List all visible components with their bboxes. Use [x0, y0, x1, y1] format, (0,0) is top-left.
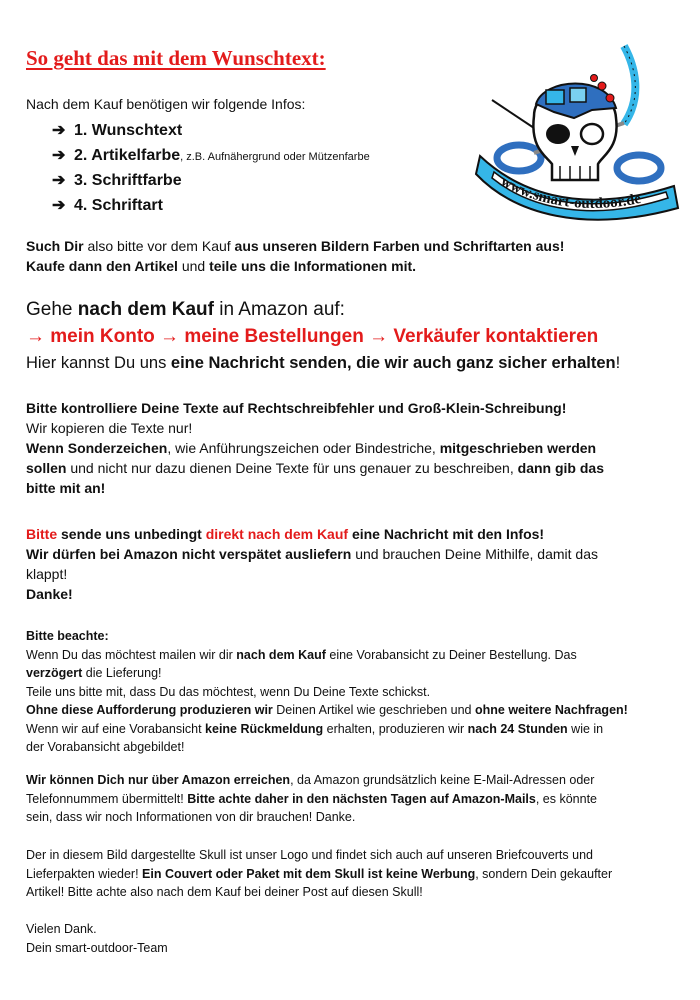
paragraph-urgent: Bitte sende uns unbedingt direkt nach dem Kauf eine Nachricht mit den Infos! Wir dürfen bei Amazon nicht verspätet ausliefern und brauchen Deine Mithilfe, damit das klappt! Danke! — [26, 526, 599, 602]
paragraph-check-texts: Bitte kontrolliere Deine Texte auf Rechtschreibfehler und Groß-Klein-Schreibung! Wir kopieren die Texte nur! Wenn Sonderzeichen, wie Anführungszeichen oder Bindestriche, mitgeschrieben werden sollen und nicht nur dazu dienen Deine Texte für uns genauer zu beschreiben, dann gib das bitte mit an! — [26, 400, 604, 496]
intro-text: Nach dem Kauf benötigen wir folgende Infos: — [26, 96, 306, 112]
amazon-navigation-path: → mein Konto → meine Bestellungen → Verkäufer kontaktieren — [26, 326, 599, 347]
list-item: ➔ 1. Wunschtext — [52, 118, 370, 143]
step-note: , z.B. Aufnähergrund oder Mützenfarbe — [180, 151, 370, 163]
info-steps-list — [52, 118, 370, 218]
list-item: ➔ 4. Schriftart — [52, 193, 370, 218]
arrow-right-icon: ➔ — [52, 147, 66, 164]
page-title: So geht das mit dem Wunschtext: — [26, 46, 326, 70]
paragraph-skull-logo: Der in diesem Bild dargestellte Skull ist unser Logo und findet sich auch auf unseren Briefcouverts und Lieferpakten wieder! Ein Couvert oder Paket mit dem Skull ist keine Werbung, sondern Dein gekaufter Artikel! Bitte achte also nach dem Kauf bei deiner Post auf diesen Skull! — [26, 848, 613, 899]
arrow-right-icon: ➔ — [52, 172, 66, 189]
list-item: ➔ 2. Artikelfarbe, z.B. Aufnähergrund oder Mützenfarbe — [52, 143, 370, 168]
list-item: ➔ 3. Schriftfarbe — [52, 168, 370, 193]
arrow-right-icon: ➔ — [52, 197, 66, 214]
smart-outdoor-skull-logo — [474, 38, 680, 222]
paragraph-select-options: Such Dir also bitte vor dem Kauf aus unseren Bildern Farben und Schriftarten aus! Kaufe dann den Artikel und teile uns die Informationen mit. — [26, 238, 565, 274]
paragraph-email-contact: Wir können Dich nur über Amazon erreichen, da Amazon grundsätzlich keine E-Mail-Adressen oder Telefonnummem übermittelt! Bitte achte daher in den nächsten Tagen auf Amazon-Mails, es könnte sein, dass wir noch Informationen von dir brauchen! Danke. — [26, 773, 598, 824]
closing-signature: Vielen Dank. Dein smart-outdoor-Team — [26, 922, 168, 955]
amazon-message-note: Hier kannst Du uns eine Nachricht senden, die wir auch ganz sicher erhalten! — [26, 354, 621, 372]
amazon-instruction: Gehe nach dem Kauf in Amazon auf: — [26, 299, 345, 320]
logo-banner-text: www.smart-outdoor.de — [498, 173, 643, 212]
arrow-right-icon: ➔ — [52, 122, 66, 139]
paragraph-preview-notice: Bitte beachte: Wenn Du das möchtest mailen wir dir nach dem Kauf eine Vorabansicht zu Deiner Bestellung. Das verzögert die Lieferung! Teile uns bitte mit, dass Du das möchtest, wenn Du Deine Texte schickst. Ohne diese Aufforderung produzieren wir Deinen Artikel wie geschrieben und ohne weitere Nachfragen! Wenn wir auf eine Vorabansicht keine Rückmeldung erhalten, produzieren wir nach 24 Stunden wie in der Vorabansicht abgebildet! — [26, 629, 628, 754]
